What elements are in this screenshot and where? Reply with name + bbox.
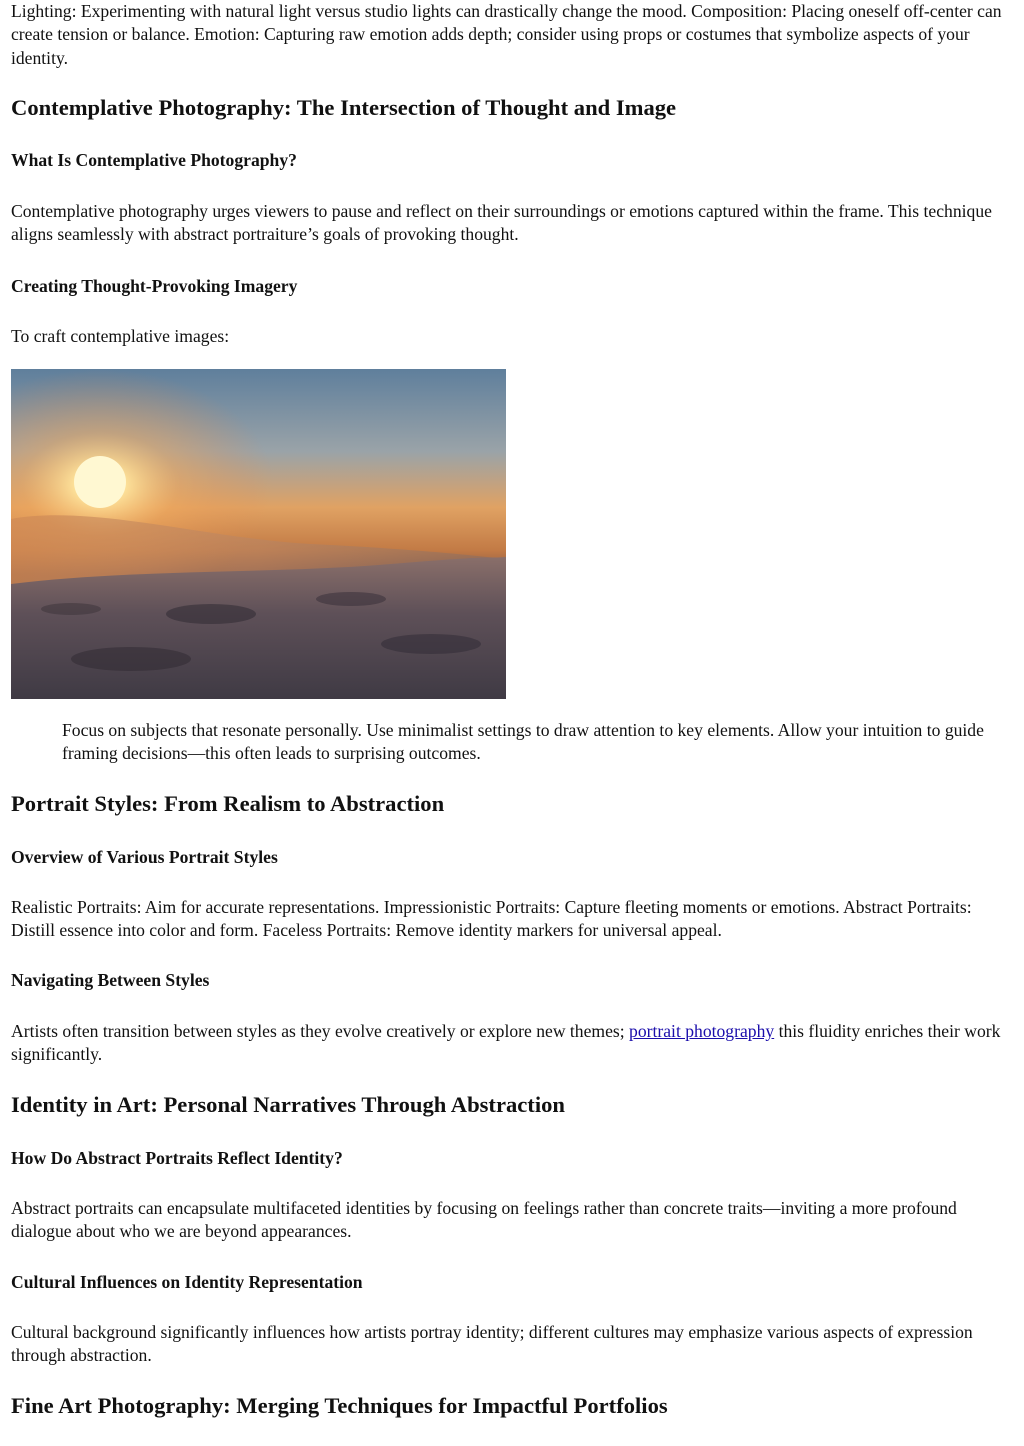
subheading-creating-imagery: Creating Thought-Provoking Imagery: [11, 276, 298, 296]
intro-paragraph: Lighting: Experimenting with natural light versus studio lights can drastically change the mood. Composition: Placing oneself off-center can create tension or balance. Emotion: Capturing raw emotion adds depth; consider using props or costumes that symbolize aspects of your identity.: [11, 1, 1002, 68]
styles-overview-paragraph: Realistic Portraits: Aim for accurate representations. Impressionistic Portraits: Capture fleeting moments or emotions. Abstract Portraits: Distill essence into color and form. Faceless Portraits: Remove identity markers for universal appeal.: [11, 897, 972, 941]
subheading-navigating-styles: Navigating Between Styles: [11, 970, 210, 990]
section-heading-identity: Identity in Art: Personal Narratives Through Abstraction: [11, 1092, 565, 1117]
sunset-over-snowy-ground-image: [11, 369, 506, 699]
section-heading-contemplative: Contemplative Photography: The Intersection of Thought and Image: [11, 95, 677, 120]
section-heading-portrait-styles: Portrait Styles: From Realism to Abstraction: [11, 791, 445, 816]
subheading-reflect-identity: How Do Abstract Portraits Reflect Identity?: [11, 1148, 343, 1168]
subheading-cultural-influences: Cultural Influences on Identity Representation: [11, 1272, 363, 1292]
portrait-photography-link[interactable]: portrait photography: [629, 1021, 775, 1041]
identity-reflect-paragraph: Abstract portraits can encapsulate multifaceted identities by focusing on feelings rather than concrete traits—inviting a more profound dialogue about who we are beyond appearances.: [11, 1198, 957, 1242]
navigating-paragraph: [11, 1020, 1011, 1067]
section-heading-fine-art: Fine Art Photography: Merging Techniques for Impactful Portfolios: [11, 1393, 668, 1418]
creating-intro-paragraph: To craft contemplative images:: [11, 326, 230, 346]
cultural-influences-paragraph: Cultural background significantly influences how artists portray identity; different cultures may emphasize various aspects of expression through abstraction.: [11, 1322, 973, 1366]
subheading-overview-styles: Overview of Various Portrait Styles: [11, 847, 278, 867]
navigating-text-before: Artists often transition between styles as they evolve creatively or explore new themes;: [11, 1021, 630, 1041]
navigating-text-after: this fluidity enriches their work significantly.: [11, 1021, 1001, 1065]
tips-paragraph: Focus on subjects that resonate personally. Use minimalist settings to draw attention to key elements. Allow your intuition to guide framing decisions—this often leads to surprising outcomes.: [62, 720, 984, 764]
subheading-what-is-contemplative: What Is Contemplative Photography?: [11, 150, 297, 170]
contemplative-definition-paragraph: Contemplative photography urges viewers to pause and reflect on their surroundings or emotions captured within the frame. This technique aligns seamlessly with abstract portraiture’s goals of provoking thought.: [11, 201, 992, 245]
